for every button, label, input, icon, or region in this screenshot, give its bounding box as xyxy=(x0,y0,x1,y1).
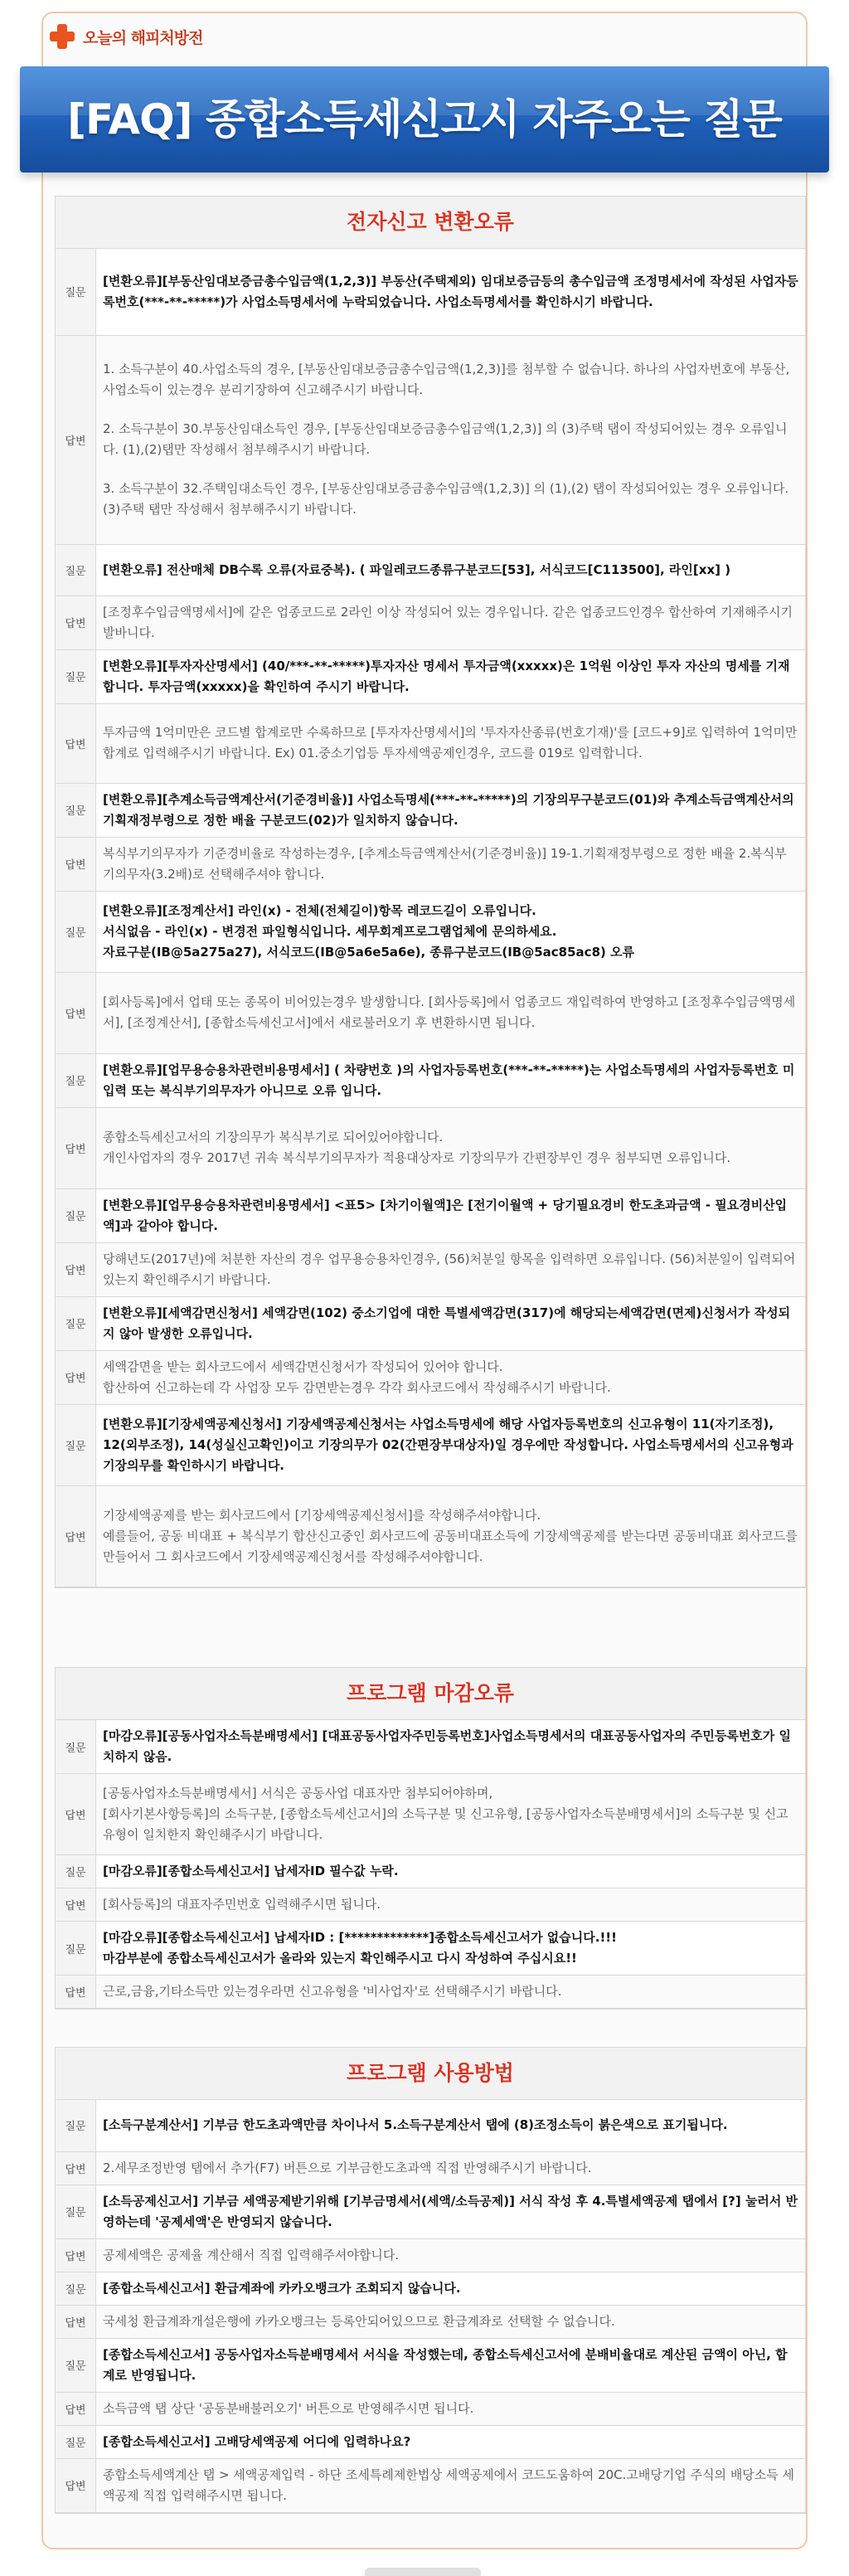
question-label: 질문 xyxy=(56,891,96,972)
answer-label: 답변 xyxy=(56,2238,96,2272)
answer-text: [회사등록]에서 업태 또는 종목이 비어있는경우 발생합니다. [회사등록]에서 업종코드 재입력하여 반영하고 [조정후수입금액명세서], [조정계산서], [종합소득세신고서]에서 새로불러오기 후 변환하시면 됩니다. xyxy=(96,972,806,1053)
faq-question-row xyxy=(56,1720,805,1774)
answer-line: 합산하여 신고하는데 각 사업장 모두 감면받는경우 각각 회사코드에서 작성해주시기 바랍니다. xyxy=(103,1379,611,1395)
answer-text: 국세청 환급계좌개설은행에 카카오뱅크는 등록안되어있으므로 환급계좌로 선택할 수 없습니다. xyxy=(96,2305,806,2338)
section-title: 프로그램 사용방법 xyxy=(56,2048,805,2100)
question-label: 질문 xyxy=(56,544,96,595)
question-label: 질문 xyxy=(56,249,96,335)
answer-label: 답변 xyxy=(56,2305,96,2338)
answer-label: 답변 xyxy=(56,1242,96,1296)
question-text: [종합소득세신고서] 환급계좌에 카카오뱅크가 조회되지 않습니다. xyxy=(96,2272,806,2305)
faq-question-row xyxy=(56,2425,805,2458)
question-label: 질문 xyxy=(56,2185,96,2238)
answer-text xyxy=(96,1774,806,1855)
answer-line: 개인사업자의 경우 2017년 귀속 복식부기의무자가 적용대상자로 기장의무가 간편장부인 경우 첨부되면 오류입니다. xyxy=(103,1150,731,1165)
horizontal-scrollbar[interactable] xyxy=(365,2568,481,2576)
answer-label: 답변 xyxy=(56,972,96,1053)
answer-text: 당해년도(2017년)에 처분한 자산의 경우 업무용승용차인경우, (56)처분일 항목을 입력하면 오류입니다. (56)처분일이 입력되어있는지 확인해주시기 바랍니다. xyxy=(96,1242,806,1296)
answer-text xyxy=(96,1107,806,1188)
plus-cross-icon xyxy=(48,22,76,51)
faq-question-row xyxy=(56,649,805,703)
faq-question-row xyxy=(56,544,805,595)
faq-table xyxy=(56,2100,805,2513)
question-text: [변환오류][기장세액공제신청서] 기장세액공제신청서는 사업소득명세에 해당 사업자등록번호의 신고유형이 11(자기조정), 12(외부조정), 14(성실신고확인)이고 기장의무가 02(간편장부대상자)일 경우에만 작성합니다. 사업소득명세서의 신고유형과 기장의무를 확인하시기 바랍니다. xyxy=(96,1404,806,1485)
answer-label: 답변 xyxy=(56,1485,96,1587)
answer-label: 답변 xyxy=(56,1888,96,1922)
question-text: [변환오류][업무용승용차관련비용명세서] <표5> [차기이월액]은 [전기이월액 + 당기필요경비 한도초과금액 - 필요경비산입액]과 같아야 합니다. xyxy=(96,1188,806,1242)
question-text: [변환오류] 전산매체 DB수록 오류(자료중복). ( 파일레코드종류구분코드[53], 서식코드[C113500], 라인[xx] ) xyxy=(96,544,806,595)
faq-answer-row xyxy=(56,595,805,649)
page-title: [FAQ] 종합소득세신고시 자주오는 질문 xyxy=(67,95,782,143)
answer-label: 답변 xyxy=(56,2392,96,2425)
answer-line: 종합소득세신고서의 기장의무가 복식부기로 되어있어야합니다. xyxy=(103,1130,444,1145)
question-line: 서식없음 - 라인(x) - 변경전 파일형식입니다. 세무회계프로그램업체에 문의하세요. xyxy=(103,923,557,939)
answer-text: [조정후수입금액명세서]에 같은 업종코드로 2라인 이상 작성되어 있는 경우입니다. 같은 업종코드인경우 합산하여 기재해주시기 발바니다. xyxy=(96,595,806,649)
faq-question-row xyxy=(56,249,805,335)
brand-header xyxy=(48,20,202,53)
question-text: [소득구분계산서] 기부금 한도초과액만큼 차이나서 5.소득구분계산서 탭에 (8)조정소득이 붉은색으로 표기됩니다. xyxy=(96,2100,806,2151)
question-text xyxy=(96,1922,806,1976)
answer-text: 2.세무조정반영 탭에서 추가(F7) 버튼으로 기부금한도초과액 직접 반영해주시기 바랍니다. xyxy=(96,2151,806,2185)
answer-label: 답변 xyxy=(56,1350,96,1404)
answer-label: 답변 xyxy=(56,1774,96,1855)
answer-paragraph: 1. 소득구분이 40.사업소득의 경우, [부동산임대보증금총수입금액(1,2,3)]를 첨부할 수 없습니다. 하나의 사업자번호에 부동산, 사업소득이 있는경우 분리기장하여 신고해주시기 바랍니다. xyxy=(103,362,790,397)
faq-answer-row xyxy=(56,2392,805,2425)
faq-question-row xyxy=(56,783,805,837)
faq-answer-row xyxy=(56,2458,805,2512)
faq-answer-row xyxy=(56,335,805,544)
faq-answer-row xyxy=(56,972,805,1053)
question-line: 자료구분(IB@5a275a27), 서식코드(IB@5a6e5a6e), 종류구분코드(IB@5ac85ac8) 오류 xyxy=(103,944,635,960)
question-text xyxy=(96,891,806,972)
question-label: 질문 xyxy=(56,1922,96,1976)
faq-question-row xyxy=(56,2185,805,2238)
question-label: 질문 xyxy=(56,783,96,837)
faq-answer-row xyxy=(56,1976,805,2009)
question-label: 질문 xyxy=(56,2272,96,2305)
question-label: 질문 xyxy=(56,649,96,703)
question-text: [변환오류][세액감면신청서] 세액감면(102) 중소기업에 대한 특별세액감면(317)에 해당되는세액감면(면제)신청서가 작성되지 않아 발생한 오류입니다. xyxy=(96,1296,806,1350)
faq-answer-row xyxy=(56,1242,805,1296)
faq-answer-row xyxy=(56,703,805,783)
answer-label: 답변 xyxy=(56,1107,96,1188)
question-label: 질문 xyxy=(56,2100,96,2151)
faq-answer-row xyxy=(56,1350,805,1404)
question-line: 마감부분에 종합소득세신고서가 올라와 있는지 확인해주시고 다시 작성하여 주십시요!! xyxy=(103,1951,577,1966)
faq-question-row xyxy=(56,1855,805,1888)
faq-question-row xyxy=(56,891,805,972)
answer-label: 답변 xyxy=(56,1976,96,2009)
question-label: 질문 xyxy=(56,1855,96,1888)
faq-question-row xyxy=(56,2100,805,2151)
answer-line: [회사기본사항등록]의 소득구분, [종합소득세신고서]의 소득구분 및 신고유형, [공동사업자소득분배명세서]의 소득구분 및 신고유형이 일치한지 확인해주시기 바랍니다. xyxy=(103,1806,788,1842)
answer-paragraph: 3. 소득구분이 32.주택임대소득인 경우, [부동산임대보증금총수입금액(1,2,3)] 의 (1),(2) 탭이 작성되어있는 경우 오류입니다. (3)주택 탭만 작성해서 첨부해주시기 바랍니다. xyxy=(103,481,789,517)
answer-text xyxy=(96,335,806,544)
answer-label: 답변 xyxy=(56,2151,96,2185)
answer-line: 예를들어, 공동 비대표 + 복식부기 합산신고중인 회사코드에 공동비대표소득에 기장세액공제를 받는다면 공동비대표 회사코드를 만들어서 그 회사코드에서 기장세액공제신청서를 작성해주셔야합니다. xyxy=(103,1528,798,1564)
faq-question-row xyxy=(56,2272,805,2305)
section-closing-errors xyxy=(55,1667,806,2010)
faq-answer-row xyxy=(56,1888,805,1922)
question-line: [마감오류][종합소득세신고서] 납세자ID : [*************]종합소득세신고서가 없습니다.!!! xyxy=(103,1930,617,1945)
question-label: 질문 xyxy=(56,2425,96,2458)
question-text: [마감오류][공동사업자소득분배명세서] [대표공동사업자주민등록번호]사업소득명세서의 대표공동사업자의 주민등록번호가 일치하지 않음. xyxy=(96,1720,806,1774)
brand-name: 오늘의 해피처방전 xyxy=(83,28,203,47)
answer-label: 답변 xyxy=(56,703,96,783)
faq-question-row xyxy=(56,1404,805,1485)
answer-line: 기장세액공제를 받는 회사코드에서 [기장세액공제신청서]를 작성해주셔야합니다. xyxy=(103,1507,541,1523)
faq-question-row xyxy=(56,1922,805,1976)
answer-paragraph: 2. 소득구분이 30.부동산임대소득인 경우, [부동산임대보증금총수입금액(1,2,3)] 의 (3)주택 탭이 작성되어있는 경우 오류입니다. (1),(2)탭만 작성해서 첨부해주시기 바랍니다. xyxy=(103,421,788,457)
question-label: 질문 xyxy=(56,1720,96,1774)
answer-text xyxy=(96,1350,806,1404)
section-title: 프로그램 마감오류 xyxy=(56,1668,805,1720)
faq-title-banner xyxy=(20,66,829,173)
question-text: [소득공제신고서] 기부금 세액공제받기위해 [기부금명세서(세액/소득공제)] 서식 작성 후 4.특별세액공제 탭에서 [?] 눌러서 반영하는데 '공제세액'은 반영되지 않습니다. xyxy=(96,2185,806,2238)
faq-table xyxy=(56,1720,805,2009)
answer-text xyxy=(96,1485,806,1587)
answer-label: 답변 xyxy=(56,2458,96,2512)
faq-table xyxy=(56,249,805,1587)
section-title: 전자신고 변환오류 xyxy=(56,197,805,249)
question-line: [변환오류][조정계산서] 라인(x) - 전체(전체길이)항목 레코드길이 오류입니다. xyxy=(103,902,536,918)
question-label: 질문 xyxy=(56,1404,96,1485)
faq-answer-row xyxy=(56,2151,805,2185)
faq-answer-row xyxy=(56,2238,805,2272)
question-label: 질문 xyxy=(56,1188,96,1242)
section-conversion-errors xyxy=(55,196,806,1588)
answer-text: [회사등록]의 대표자주민번호 입력해주시면 됩니다. xyxy=(96,1888,806,1922)
answer-text: 복식부기의무자가 기준경비율로 작성하는경우, [추계소득금액계산서(기준경비율)] 19-1.기획재정부령으로 정한 배율 2.복식부기의무자(3.2배)로 선택해주셔야 합니다. xyxy=(96,837,806,891)
faq-question-row xyxy=(56,2338,805,2392)
faq-answer-row xyxy=(56,1485,805,1587)
question-label: 질문 xyxy=(56,1053,96,1107)
faq-question-row xyxy=(56,1053,805,1107)
question-text: [변환오류][부동산임대보증금총수입금액(1,2,3)] 부동산(주택제외) 임대보증금등의 총수입금액 조정명세서에 작성된 사업자등록번호(***-**-*****)가 사업소득명세서에 누락되었습니다. 사업소득명세서를 확인하시기 바랍니다. xyxy=(96,249,806,335)
answer-text: 소득금액 탭 상단 '공동분배불러오기' 버튼으로 반영해주시면 됩니다. xyxy=(96,2392,806,2425)
faq-answer-row xyxy=(56,2305,805,2338)
answer-text: 근로,금융,기타소득만 있는경우라면 신고유형을 '비사업자'로 선택해주시기 바랍니다. xyxy=(96,1976,806,2009)
question-text: [종합소득세신고서] 공동사업자소득분배명세서 서식을 작성했는데, 종합소득세신고서에 분배비율대로 계산된 금액이 아닌, 합계로 반영됩니다. xyxy=(96,2338,806,2392)
question-text: [변환오류][업무용승용차관련비용명세서] ( 차량번호 )의 사업자등록번호(***-**-*****)는 사업소득명세의 사업자등록번호 미입력 또는 복식부기의무자가 아니므로 오류 입니다. xyxy=(96,1053,806,1107)
answer-line: 세액감면을 받는 회사코드에서 세액감면신청서가 작성되어 있어야 합니다. xyxy=(103,1358,503,1374)
answer-line: [공동사업자소득분배명세서] 서식은 공동사업 대표자만 첨부되어야하며, xyxy=(103,1786,493,1801)
section-program-usage xyxy=(55,2047,806,2514)
answer-label: 답변 xyxy=(56,837,96,891)
question-text: [변환오류][추계소득금액계산서(기준경비율)] 사업소득명세(***-**-*****)의 기장의무구분코드(01)와 추계소득금액계산서의 기획재정부령으로 정한 배율 구분코드(02)가 일치하지 않습니다. xyxy=(96,783,806,837)
question-text: [변환오류][투자자산명세서] (40/***-**-*****)투자자산 명세서 투자금액(xxxxx)은 1억원 이상인 투자 자산의 명세를 기재합니다. 투자금액(xxxxx)을 확인하여 주시기 바랍니다. xyxy=(96,649,806,703)
question-label: 질문 xyxy=(56,2338,96,2392)
faq-answer-row xyxy=(56,837,805,891)
faq-question-row xyxy=(56,1296,805,1350)
faq-answer-row xyxy=(56,1774,805,1855)
question-text: [종합소득세신고서] 고배당세액공제 어디에 입력하나요? xyxy=(96,2425,806,2458)
answer-text: 투자금액 1억미만은 코드별 합계로만 수록하므로 [투자자산명세서]의 '투자자산종류(번호기재)'를 [코드+9]로 입력하여 1억미만합계로 입력해주시기 바랍니다. Ex) 01.중소기업등 투자세액공제인경우, 코드를 019로 입력합니다. xyxy=(96,703,806,783)
answer-label: 답변 xyxy=(56,595,96,649)
question-text: [마감오류][종합소득세신고서] 납세자ID 필수값 누락. xyxy=(96,1855,806,1888)
answer-text: 종합소득세액계산 탭 > 세액공제입력 - 하단 조세특례제한법상 세액공제에서 코드도움하여 20C.고배당기업 주식의 배당소득 세액공제 직접 입력해주시면 됩니다. xyxy=(96,2458,806,2512)
answer-label: 답변 xyxy=(56,335,96,544)
answer-text: 공제세액은 공제율 계산해서 직접 입력해주셔야합니다. xyxy=(96,2238,806,2272)
faq-question-row xyxy=(56,1188,805,1242)
faq-answer-row xyxy=(56,1107,805,1188)
question-label: 질문 xyxy=(56,1296,96,1350)
